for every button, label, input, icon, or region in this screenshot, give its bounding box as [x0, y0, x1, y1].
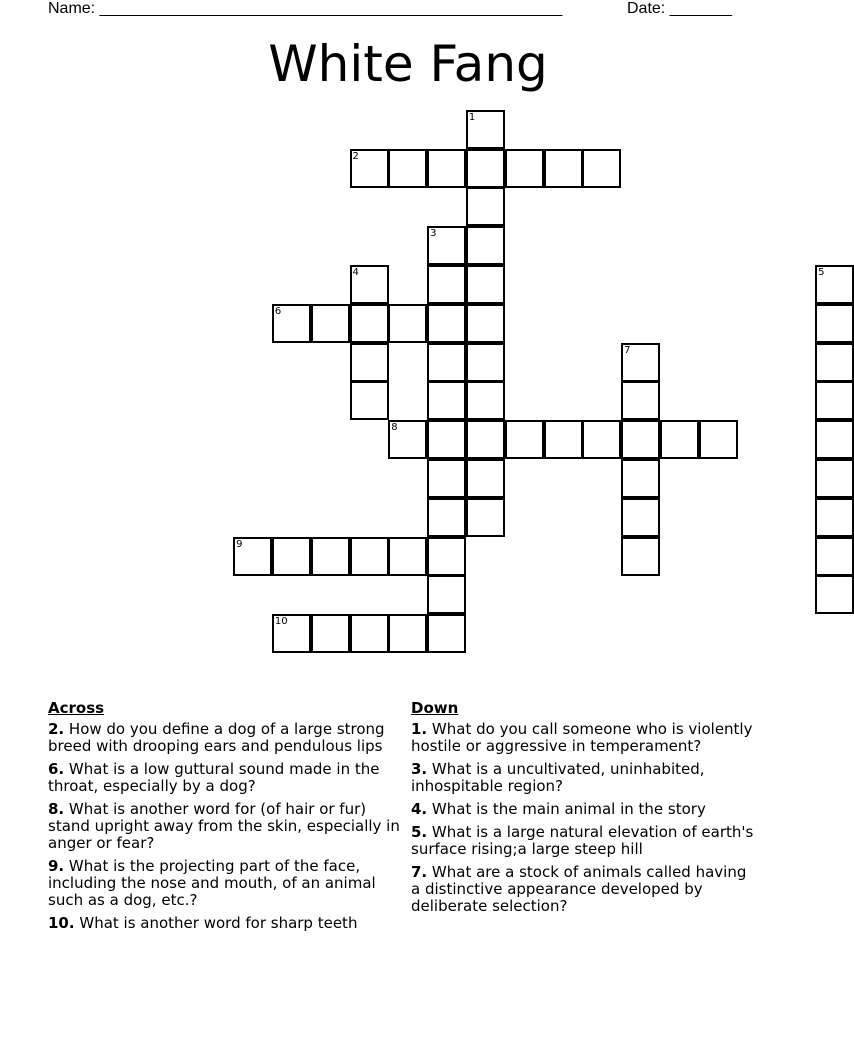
clue-text: What is another word for sharp teeth: [79, 914, 358, 932]
clue-text: What is another word for (of hair or fur) stand upright away from the skin, especially in anger or fear?: [48, 800, 400, 852]
crossword-cell[interactable]: [815, 420, 854, 459]
across-clue-9: [48, 858, 400, 909]
crossword-cell[interactable]: [388, 420, 427, 459]
crossword-cell[interactable]: [272, 537, 311, 576]
clue-number: 6.: [48, 760, 65, 778]
crossword-cell[interactable]: [621, 381, 660, 420]
crossword-cell[interactable]: [815, 498, 854, 537]
clue-number: 3.: [411, 760, 428, 778]
crossword-cell[interactable]: [233, 537, 272, 576]
clue-number-label: 3: [430, 228, 437, 240]
crossword-cell[interactable]: [311, 537, 350, 576]
crossword-cell[interactable]: [466, 149, 505, 188]
down-clue-3: [411, 761, 756, 795]
crossword-cell[interactable]: [388, 614, 427, 653]
clue-number-label: 6: [274, 305, 282, 317]
crossword-cell[interactable]: [505, 420, 544, 459]
crossword-cell[interactable]: [466, 226, 505, 265]
clue-text: What do you call someone who is violently hostile or aggressive in temperament?: [411, 720, 753, 755]
crossword-cell[interactable]: [350, 381, 389, 420]
crossword-cell[interactable]: [272, 304, 311, 343]
crossword-cell[interactable]: [466, 498, 505, 537]
across-clue-6: [48, 761, 400, 795]
crossword-cell[interactable]: [815, 304, 854, 343]
crossword-cell[interactable]: [350, 537, 389, 576]
name-field-label: Name: ____________________________________________________: [48, 0, 563, 17]
crossword-cell[interactable]: [582, 420, 621, 459]
clue-number-label: 1: [468, 111, 476, 123]
crossword-cell[interactable]: [466, 381, 505, 420]
clue-number: 5.: [411, 823, 428, 841]
date-field-label: Date: _______: [627, 0, 732, 17]
crossword-cell[interactable]: [466, 420, 505, 459]
crossword-cell[interactable]: [621, 537, 660, 576]
across-heading: Across: [48, 699, 105, 717]
crossword-cell[interactable]: [466, 110, 505, 149]
puzzle-title: White Fang: [268, 35, 548, 93]
crossword-cell[interactable]: [621, 420, 660, 459]
crossword-cell[interactable]: [311, 304, 350, 343]
crossword-cell[interactable]: [466, 187, 505, 226]
crossword-cell[interactable]: [427, 537, 466, 576]
crossword-cell[interactable]: [388, 304, 427, 343]
crossword-cell[interactable]: [621, 459, 660, 498]
crossword-cell[interactable]: [505, 149, 544, 188]
crossword-cell[interactable]: [544, 149, 583, 188]
crossword-cell[interactable]: [350, 614, 389, 653]
crossword-cell[interactable]: [621, 498, 660, 537]
clue-text: What is a uncultivated, uninhabited, inhospitable region?: [411, 760, 705, 795]
clue-number-label: 9: [236, 538, 243, 550]
crossword-cell[interactable]: [699, 420, 738, 459]
down-clue-1: [411, 721, 756, 755]
across-clue-2: [48, 721, 400, 755]
crossword-cell[interactable]: [388, 149, 427, 188]
crossword-cell[interactable]: [311, 614, 350, 653]
crossword-cell[interactable]: [427, 149, 466, 188]
down-clue-4: [411, 801, 756, 818]
clue-text: What is a large natural elevation of earth's surface rising;a large steep hill: [411, 823, 754, 858]
clue-number-label: 8: [391, 422, 398, 434]
crossword-cell[interactable]: [466, 343, 505, 382]
clue-text: What are a stock of animals called having a distinctive appearance developed by deliberate selection?: [411, 863, 747, 915]
across-clue-10: [48, 915, 400, 932]
clue-text: How do you define a dog of a large strong breed with drooping ears and pendulous lips: [48, 720, 385, 755]
crossword-cell[interactable]: [427, 459, 466, 498]
clue-number-label: 5: [818, 267, 825, 278]
crossword-cell[interactable]: [427, 265, 466, 304]
clue-number: 8.: [48, 800, 65, 818]
clue-number-label: 2: [352, 150, 359, 162]
crossword-cell[interactable]: [815, 575, 854, 614]
clue-number-label: 10: [274, 616, 288, 628]
crossword-cell[interactable]: [427, 381, 466, 420]
crossword-cell[interactable]: [272, 614, 311, 653]
clue-number: 7.: [411, 863, 428, 881]
crossword-cell[interactable]: [815, 265, 854, 304]
crossword-cell[interactable]: [427, 498, 466, 537]
clue-number: 10.: [48, 914, 75, 932]
crossword-cell[interactable]: [544, 420, 583, 459]
clue-text: What is the projecting part of the face, including the nose and mouth, of an animal such as a dog, etc.?: [48, 857, 376, 909]
clue-number: 2.: [48, 720, 65, 738]
crossword-cell[interactable]: [427, 420, 466, 459]
crossword-cell[interactable]: [350, 343, 389, 382]
crossword-cell[interactable]: [815, 343, 854, 382]
crossword-cell[interactable]: [427, 226, 466, 265]
down-heading: Down: [411, 699, 459, 717]
crossword-cell[interactable]: [350, 304, 389, 343]
crossword-cell[interactable]: [815, 537, 854, 576]
crossword-cell[interactable]: [350, 265, 389, 304]
crossword-cell[interactable]: [427, 614, 466, 653]
across-clues: [48, 700, 400, 938]
down-clues: [411, 700, 756, 921]
clue-number-label: 4: [352, 267, 359, 278]
down-clue-5: [411, 824, 756, 858]
crossword-cell[interactable]: [466, 265, 505, 304]
across-clue-8: [48, 801, 400, 852]
crossword-cell[interactable]: [466, 304, 505, 343]
crossword-cell[interactable]: [660, 420, 699, 459]
crossword-cell[interactable]: [427, 343, 466, 382]
clue-text: What is the main animal in the story: [431, 800, 706, 818]
crossword-cell[interactable]: [815, 459, 854, 498]
crossword-cell[interactable]: [388, 537, 427, 576]
clue-number: 1.: [411, 720, 428, 738]
down-clue-7: [411, 864, 756, 915]
clue-text: What is a low guttural sound made in the throat, especially by a dog?: [48, 760, 380, 795]
crossword-cell[interactable]: [427, 575, 466, 614]
crossword-cell[interactable]: [466, 459, 505, 498]
crossword-cell[interactable]: [621, 343, 660, 382]
crossword-cell[interactable]: [427, 304, 466, 343]
clue-number-label: 7: [624, 344, 631, 356]
crossword-cell[interactable]: [582, 149, 621, 188]
clue-number: 9.: [48, 857, 65, 875]
crossword-cell[interactable]: [815, 381, 854, 420]
clue-number: 4.: [411, 800, 428, 818]
crossword-cell[interactable]: [350, 149, 389, 188]
